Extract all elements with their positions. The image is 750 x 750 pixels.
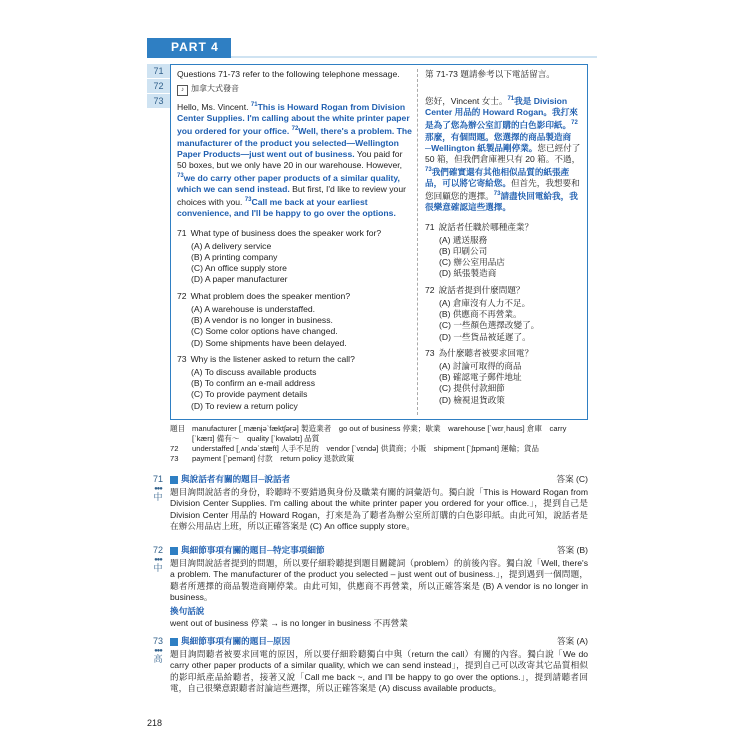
passage-text: 您好，Vincent 女士。 bbox=[425, 96, 508, 107]
question-number-tab: 71 bbox=[147, 64, 170, 78]
question-box bbox=[170, 64, 588, 420]
part-header bbox=[147, 38, 597, 58]
question-text: Why is the listener asked to return the call? bbox=[190, 353, 355, 364]
answer-option: (D) Some shipments have been delayed. bbox=[191, 337, 347, 348]
question-item bbox=[177, 354, 413, 412]
passage-text: You paid for 50 boxes, but we only have 20 in our warehouse. However, bbox=[177, 148, 403, 170]
question-item bbox=[177, 291, 413, 349]
answer-header bbox=[170, 474, 588, 486]
answer-option: (A) 遞送服務 bbox=[439, 234, 488, 245]
difficulty-dots-icon: ●●● bbox=[154, 647, 162, 654]
part-tab bbox=[147, 38, 231, 58]
english-column bbox=[177, 69, 413, 417]
question-stem bbox=[177, 228, 413, 239]
answer-option: (A) To discuss available products bbox=[191, 366, 317, 377]
answer-option: (A) A delivery service bbox=[191, 240, 272, 251]
answer-number: 72 bbox=[152, 545, 163, 555]
part-label: PART 4 bbox=[171, 40, 219, 54]
vocab-row bbox=[170, 444, 588, 454]
answer-option: (B) A printing company bbox=[191, 252, 278, 263]
answer-explanation: 題目詢問說話者提到的問題，所以要仔細聆聽提到題目關鍵詞（problem）的前後內容。獨白說「Well, there's a problem. The manufacturer of the product you selected – just went out of business.」，提到遇到一個問題，聽者所選擇的商品製造商剛停業。由此可知，供應商不再營業，所以正確答案是 (B) A vendor is no longer in business。 bbox=[170, 557, 588, 603]
reference-number: 72 bbox=[291, 126, 299, 133]
answer-title bbox=[170, 636, 290, 648]
answer-option: (B) A vendor is no longer in business. bbox=[191, 315, 333, 326]
answer-option: (C) 提供付款細節 bbox=[439, 383, 505, 394]
question-number-tabs bbox=[147, 64, 170, 109]
vocab-text: understaffed [͵ʌndəˋstæft] 人手不足的 vendor [ˋvɛndə] 供貨商；小販 shipment [ˋʃɪpmənt] 運輸；貨品 bbox=[192, 444, 540, 453]
answer-option: (C) An office supply store bbox=[191, 263, 287, 274]
header-rule bbox=[231, 56, 597, 58]
answer-side-marker bbox=[150, 636, 166, 665]
key-sentence: Well, there's a problem. The manufacturer of the product you selected—Wellington Paper Products—just went out of business. bbox=[177, 126, 412, 159]
chinese-passage bbox=[425, 94, 581, 213]
reference-number: 71 bbox=[250, 102, 258, 109]
answer-key: 答案 (C) bbox=[556, 474, 588, 484]
answer-73 bbox=[152, 636, 588, 695]
answer-side-marker bbox=[150, 474, 166, 503]
page-number: 218 bbox=[147, 718, 163, 728]
question-number: 73 bbox=[177, 353, 187, 364]
vocab-row bbox=[170, 424, 588, 444]
answer-option: (A) A warehouse is understaffed. bbox=[191, 303, 316, 314]
vocab-label: 73 bbox=[170, 454, 179, 463]
passage-text: 但首先，我想要和您回顧您的選擇。 bbox=[425, 178, 580, 202]
question-stem bbox=[425, 222, 581, 233]
chinese-column bbox=[425, 69, 581, 411]
answer-72 bbox=[152, 545, 588, 629]
reference-number: 73 bbox=[244, 197, 252, 204]
question-item bbox=[425, 285, 581, 343]
question-text: 為什麼聽者被要求回電？ bbox=[438, 347, 534, 358]
answer-option: (D) 一些貨品被延遲了。 bbox=[439, 331, 531, 342]
question-number: 72 bbox=[425, 284, 435, 295]
question-text: 說話者提到什麼問題？ bbox=[438, 284, 525, 295]
answer-option: (A) 討論可取得的商品 bbox=[439, 360, 522, 371]
vocab-text: manufacturer [͵mænjəˋfæktʃərə] 製造業者 go out of business 停業；歇業 warehouse [ˋwɛr͵haus] 倉庫 carry [ˋkærɪ] 備有～ quality [ˋkwalətɪ] 品質 bbox=[192, 424, 567, 443]
key-sentence: 那麼，有個問題。您選擇的商品製造商─Wellington 紙製品剛停業。 bbox=[425, 131, 572, 153]
answer-key: 答案 (A) bbox=[556, 636, 588, 646]
answer-explanation: 題目詢問說話者的身份，聆聽時不要錯過與身份及職業有關的詞彙語句。獨白說「This is Howard Rogan from Division Center Supplies. I'm calling about the white printer paper you ordered for your office.」，提到自己是 Division Center 用品的 Howard Rogan，打來是為了聽者為辦公室所訂購的白色影印紙。由此可知，說話者是在辦公用品店上班，所以正確答案是 (C) An office supply store。 bbox=[170, 486, 588, 532]
key-sentence: Call me back at your earliest convenience, and I'll be happy to go over the options. bbox=[177, 197, 396, 219]
column-divider bbox=[417, 69, 418, 415]
question-item bbox=[425, 222, 581, 280]
answer-option: (D) A paper manufacturer bbox=[191, 274, 288, 285]
answer-option: (C) To provide payment details bbox=[191, 389, 308, 400]
answer-option: (B) 供應商不再營業。 bbox=[439, 309, 522, 320]
passage-text: Hello, Ms. Vincent. bbox=[177, 102, 251, 113]
question-number: 72 bbox=[177, 290, 187, 301]
key-sentence: This is Howard Rogan from Division Center Supplies. I'm calling about the white printer paper you ordered for your office. bbox=[177, 102, 410, 137]
chinese-questions bbox=[425, 222, 581, 406]
answer-option: (C) 辦公室用品店 bbox=[439, 257, 505, 268]
question-number: 73 bbox=[425, 347, 435, 358]
answer-header bbox=[170, 636, 588, 648]
answer-option: (D) 紙張製造商 bbox=[439, 268, 497, 279]
question-stem bbox=[177, 291, 413, 302]
reference-number: 71 bbox=[507, 96, 515, 103]
answer-title bbox=[170, 474, 290, 486]
question-number: 71 bbox=[425, 221, 435, 232]
answer-title-text: 與說話者有關的題目─說話者 bbox=[181, 474, 291, 484]
answer-number: 73 bbox=[152, 636, 163, 646]
answer-side-marker bbox=[150, 545, 166, 574]
difficulty-dots-icon: ●●● bbox=[154, 556, 162, 563]
square-icon bbox=[170, 638, 178, 646]
answer-header bbox=[170, 545, 588, 557]
square-icon bbox=[170, 547, 178, 555]
reference-number: 73 bbox=[177, 173, 184, 180]
passage-text: 您已經付了 50 箱，但我們倉庫裡只有 20 箱。不過， bbox=[425, 142, 581, 164]
passage-text: But first, I'd like to review your choices with you. bbox=[177, 184, 406, 208]
vocab-text: payment [ˋpemənt] 付款 return policy 退款政策 bbox=[192, 454, 355, 463]
question-text: 說話者任職於哪種產業？ bbox=[438, 221, 534, 232]
english-intro: Questions 71-73 refer to the following telephone message. bbox=[177, 69, 400, 79]
difficulty-level: 高 bbox=[153, 653, 163, 664]
paraphrase-text: went out of business 停業 → is no longer in business 不再營業 bbox=[170, 617, 408, 628]
answer-option: (B) 印刷公司 bbox=[439, 246, 488, 257]
difficulty-dots-icon: ●●● bbox=[154, 485, 162, 492]
answer-title-text: 與細節事項有關的題目─原因 bbox=[181, 636, 291, 646]
answer-option: (C) 一些顏色選擇改變了。 bbox=[439, 320, 540, 331]
question-text: What problem does the speaker mention? bbox=[190, 290, 351, 301]
answer-option: (C) Some color options have changed. bbox=[191, 326, 338, 337]
chinese-intro: 第 71-73 題請參考以下電話留言。 bbox=[425, 69, 555, 79]
question-number: 71 bbox=[177, 227, 187, 238]
square-icon bbox=[170, 476, 178, 484]
answer-option: (B) To confirm an e-mail address bbox=[191, 378, 316, 389]
answer-key: 答案 (B) bbox=[556, 545, 588, 555]
key-sentence: 請盡快回電給我，我很樂意確認這些選擇。 bbox=[425, 191, 578, 213]
answer-option: (B) 確認電子郵件地址 bbox=[439, 372, 522, 383]
headphone-icon: ♪ bbox=[177, 85, 188, 96]
question-text: What type of business does the speaker work for? bbox=[190, 227, 382, 238]
key-sentence: we do carry other paper products of a similar quality, which we can send instead. bbox=[177, 173, 400, 195]
key-sentence: 我是 Division Center 用品的 Howard Rogan。我打來是為了您為辦公室訂購的白色影印紙。 bbox=[425, 96, 578, 131]
answer-option: (A) 倉庫沒有人力不足。 bbox=[439, 297, 531, 308]
audio-accent-line bbox=[177, 83, 413, 96]
question-number-tab: 73 bbox=[147, 94, 170, 108]
question-stem bbox=[425, 348, 581, 359]
accent-label: 加拿大式發音 bbox=[191, 84, 239, 94]
paraphrase-title: 換句話說 bbox=[170, 605, 205, 616]
difficulty-level: 中 bbox=[153, 562, 163, 573]
reference-number: 72 bbox=[571, 120, 578, 127]
reference-number: 73 bbox=[425, 167, 432, 174]
question-stem bbox=[177, 354, 413, 365]
vocab-label: 72 bbox=[170, 444, 179, 453]
answer-explanation: 題目詢問聽者被要求回電的原因，所以要仔細聆聽獨白中與（return the call）有關的內容。獨白說「We do carry other paper products of a similar quality, which we can send instead」，提到自己可以改寄其它品質相似的影印紙產品給聽者，接著又說「Call me back ~, and I'll be happy to go over the options.」，提到請聽者回電，自己很樂意跟聽者討論這些選擇，所以正確答案是 (A) discuss available products。 bbox=[170, 648, 588, 694]
question-number-tab: 72 bbox=[147, 79, 170, 93]
question-stem bbox=[425, 285, 581, 296]
difficulty-level: 中 bbox=[153, 491, 163, 502]
vocabulary-section bbox=[170, 424, 588, 464]
question-item bbox=[177, 228, 413, 286]
answer-71 bbox=[152, 474, 588, 533]
vocab-label: 題目 bbox=[170, 424, 186, 433]
answer-option: (D) To review a return policy bbox=[191, 400, 298, 411]
answer-title-text: 與細節事項有關的題目─特定事項細節 bbox=[181, 545, 325, 555]
answer-title bbox=[170, 545, 325, 557]
answer-option: (D) 檢視退貨政策 bbox=[439, 394, 505, 405]
english-passage bbox=[177, 100, 413, 219]
english-questions bbox=[177, 228, 413, 412]
answer-number: 71 bbox=[152, 474, 163, 484]
question-item bbox=[425, 348, 581, 406]
key-sentence: 我們確實還有其他相似品質的紙張產品，可以將它寄給您。 bbox=[425, 167, 570, 189]
reference-number: 73 bbox=[493, 191, 501, 198]
vocab-row bbox=[170, 454, 588, 464]
